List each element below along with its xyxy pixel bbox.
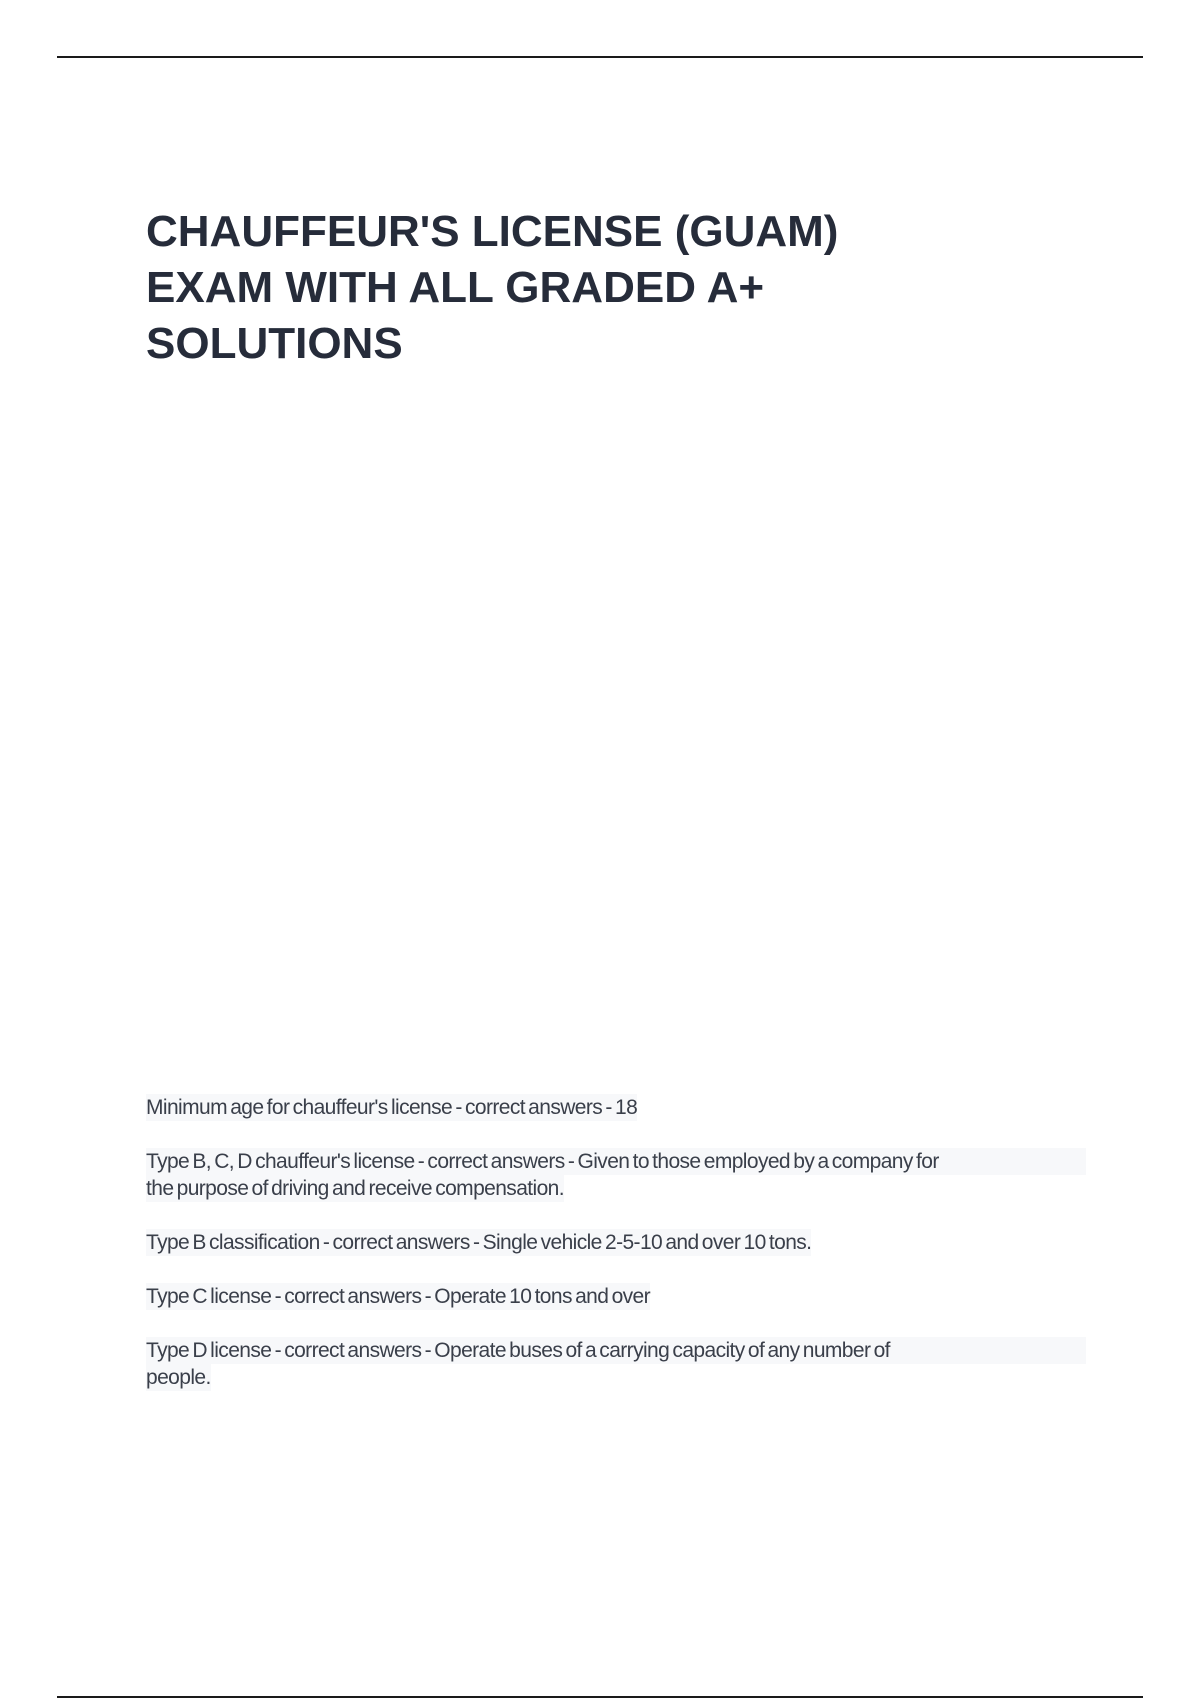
- qa-text: Type B classification - correct answers - Single vehicle 2-5-10 and over 10 tons.: [146, 1231, 812, 1254]
- qa-item-type-bcd: [146, 1148, 1086, 1202]
- qa-item-type-b: [146, 1229, 1086, 1256]
- title-line-3: SOLUTIONS: [146, 319, 403, 368]
- qa-text: Type B, C, D chauffeur's license - correct answers - Given to those employed by a company for: [146, 1148, 1086, 1175]
- qa-text-continued: the purpose of driving and receive compensation.: [146, 1177, 564, 1200]
- footer-rule: [57, 1696, 1143, 1698]
- header-rule: [57, 56, 1143, 58]
- qa-item-type-c: [146, 1283, 1086, 1310]
- qa-list: [146, 1094, 1086, 1418]
- qa-text: Type C license - correct answers - Operate 10 tons and over: [146, 1285, 651, 1308]
- title-line-1: CHAUFFEUR'S LICENSE (GUAM): [146, 207, 839, 256]
- document-title: [146, 204, 1046, 372]
- qa-text-continued: people.: [146, 1366, 211, 1389]
- qa-item-type-d: [146, 1337, 1086, 1391]
- qa-item-minimum-age: [146, 1094, 1086, 1121]
- title-line-2: EXAM WITH ALL GRADED A+: [146, 263, 765, 312]
- qa-text: Minimum age for chauffeur's license - correct answers - 18: [146, 1096, 638, 1119]
- qa-text: Type D license - correct answers - Operate buses of a carrying capacity of any number of: [146, 1337, 1086, 1364]
